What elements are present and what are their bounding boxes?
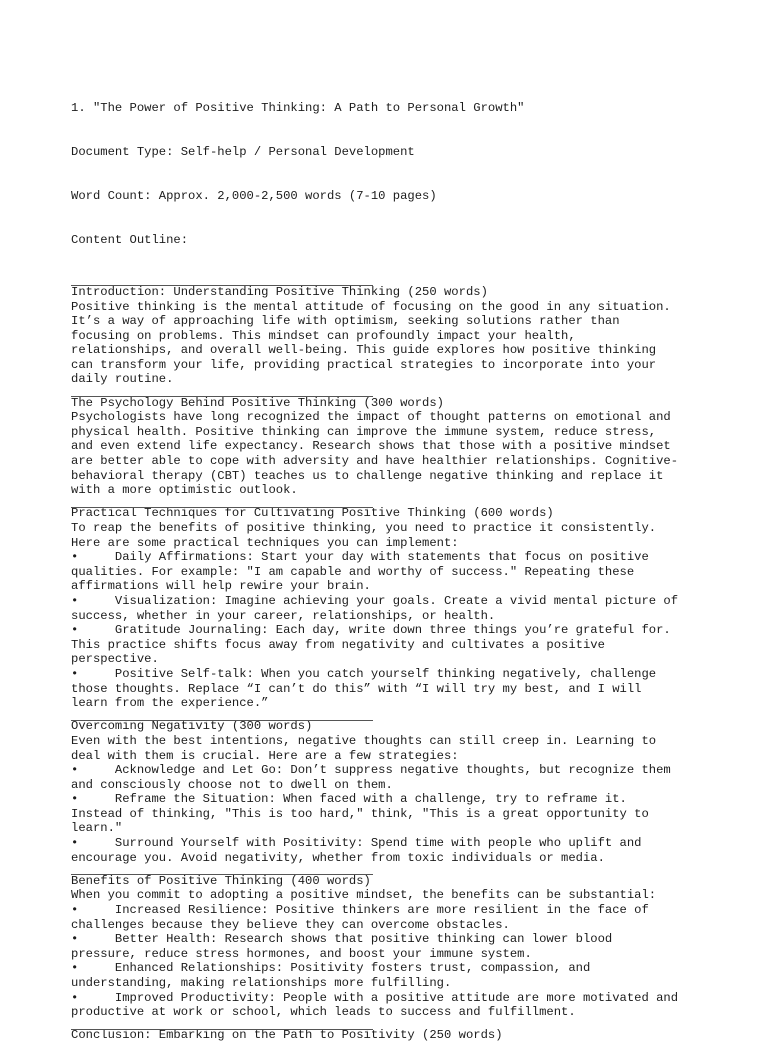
section-heading: Overcoming Negativity (300 words) — [71, 719, 313, 734]
bullet-line: • Surround Yourself with Positivity: Spend time with people who uplift and — [71, 836, 642, 851]
section-heading: Conclusion: Embarking on the Path to Positivity (250 words) — [71, 1028, 503, 1043]
section-divider — [71, 276, 711, 291]
bullet-line: • Acknowledge and Let Go: Don’t suppress negative thoughts, but recognize them — [71, 763, 671, 778]
body-text-line: learn." — [71, 821, 123, 836]
bullet-line: • Gratitude Journaling: Each day, write down three things you’re grateful for. — [71, 623, 671, 638]
body-text-line: qualities. For example: "I am capable and worthy of success." Repeating these — [71, 564, 635, 579]
bullet-line: • Increased Resilience: Positive thinkers are more resilient in the face of — [71, 903, 649, 918]
body-text-line: Here are some practical techniques you can implement: — [71, 535, 459, 550]
body-text-line: relationships, and overall well-being. This guide explores how positive thinking — [71, 343, 657, 358]
bullet-line: • Daily Affirmations: Start your day with statements that focus on positive — [71, 550, 649, 565]
body-text-line: affirmations will help rewire your brain. — [71, 579, 371, 594]
body-text-line: and even extend life expectancy. Research shows that those with a positive mindset — [71, 439, 671, 454]
body-text-line: understanding, making relationships more fulfilling. — [71, 976, 452, 990]
bullet-line: • Better Health: Research shows that positive thinking can lower blood — [71, 932, 613, 947]
body-text-line: encourage you. Avoid negativity, whether from toxic individuals or media. — [71, 850, 605, 865]
body-text-line: Positive thinking is the mental attitude of focusing on the good in any situation. — [71, 299, 671, 314]
body-text-line: are better able to cope with adversity and have healthier relationships. Cognitive- — [71, 454, 679, 469]
body-text-line: physical health. Positive thinking can improve the immune system, reduce stress, — [71, 424, 657, 439]
body-text-line: When you commit to adopting a positive mindset, the benefits can be substantial: — [71, 888, 657, 903]
document-title: 1. "The Power of Positive Thinking: A Path to Personal Growth" — [71, 101, 525, 116]
document-type: Document Type: Self-help / Personal Development — [71, 144, 415, 159]
bullet-line: • Visualization: Imagine achieving your goals. Create a vivid mental picture of — [71, 593, 679, 608]
body-text-line: behavioral therapy (CBT) teaches us to challenge negative thinking and replace it — [71, 468, 664, 483]
body-text-line: learn from the experience.” — [71, 696, 269, 711]
body-text-line: To reap the benefits of positive thinking, you need to practice it consistently. — [71, 521, 657, 535]
body-text-line: It’s a way of approaching life with optimism, seeking solutions rather than — [71, 314, 620, 329]
content-outline-label: Content Outline: — [71, 232, 189, 247]
body-text-line: This practice shifts focus away from negativity and cultivates a positive — [71, 637, 605, 652]
body-text-line: can transform your life, providing practical strategies to incorporate into your — [71, 357, 657, 372]
document-page — [71, 72, 711, 1058]
word-count: Word Count: Approx. 2,000-2,500 words (7-10 pages) — [71, 188, 437, 203]
bullet-line: • Positive Self-talk: When you catch yourself thinking negatively, challenge — [71, 666, 657, 681]
body-text-line: perspective. — [71, 652, 159, 667]
body-text-line: Even with the best intentions, negative thoughts can still creep in. Learning to — [71, 733, 657, 748]
body-text-line: pressure, reduce stress hormones, and boost your immune system. — [71, 946, 532, 961]
section-divider — [71, 387, 711, 402]
body-text-line: those thoughts. Replace “I can’t do this” with “I will try my best, and I will — [71, 681, 642, 696]
body-text-line: success, whether in your career, relationships, or health. — [71, 608, 496, 623]
body-text-line: focusing on problems. This mindset can profoundly impact your health, — [71, 328, 576, 343]
body-text-line: productive at work or school, which leads to success and fulfillment. — [71, 1005, 576, 1020]
section-divider — [71, 711, 711, 726]
bullet-line: • Enhanced Relationships: Positivity fosters trust, compassion, and — [71, 961, 591, 976]
bullet-line: • Improved Productivity: People with a positive attitude are more motivated and — [71, 990, 679, 1005]
section-heading: Introduction: Understanding Positive Thinking (250 words) — [71, 284, 488, 299]
body-text-line: daily routine. — [71, 372, 174, 387]
body-text-line: and consciously choose not to dwell on them. — [71, 777, 393, 792]
section-heading: Benefits of Positive Thinking (400 words) — [71, 873, 371, 888]
bullet-line: • Reframe the Situation: When faced with a challenge, try to reframe it. — [71, 792, 627, 807]
body-text-line: with a more optimistic outlook. — [71, 483, 298, 498]
body-text-line: Psychologists have long recognized the impact of thought patterns on emotional and — [71, 410, 671, 425]
section-heading: The Psychology Behind Positive Thinking (300 words) — [71, 395, 444, 410]
section-divider — [71, 865, 711, 880]
section-heading: Practical Techniques for Cultivating Positive Thinking (600 words) — [71, 506, 554, 521]
outline-sections — [71, 276, 711, 1043]
body-text-line: challenges because they believe they can overcome obstacles. — [71, 917, 510, 932]
section-divider — [71, 498, 711, 513]
section-divider — [71, 1020, 711, 1035]
body-text-line: deal with them is crucial. Here are a few strategies: — [71, 748, 459, 763]
body-text-line: Instead of thinking, "This is too hard," think, "This is a great opportunity to — [71, 806, 649, 821]
